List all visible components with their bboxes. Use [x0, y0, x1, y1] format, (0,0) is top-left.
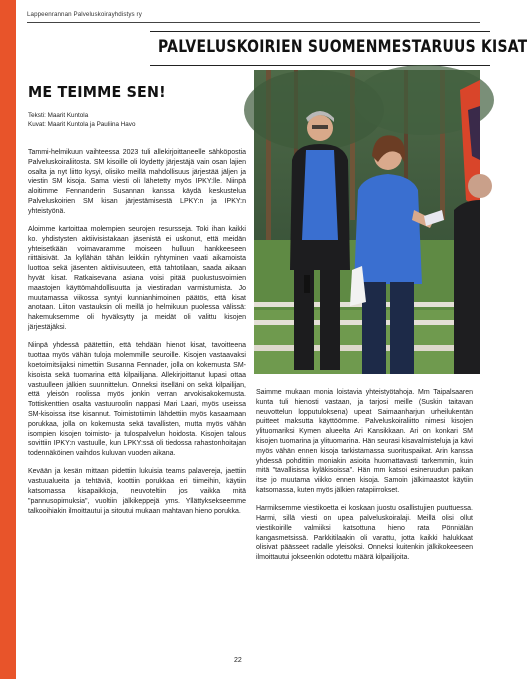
paragraph: Saimme mukaan monia loistavia yhteistyötahoja. Mm Taipalsaaren kunta tuli hienosti vastaan, ja tarjosi meille (Suskin taitavan neuvottelun lopputuloksena) upeat Saimaanharjun urheilukentän puitteet maksutta käyttöömme. Palveluskoiraliitto nimesi kisojen ylituomariksi Kymen alueelta Ari Kansikkaan. Ari on konkari SM kisojen tuomarina ja ylituomarina. Hän seurasi kisavalmisteluja ja kävi myös vähän ennen kisoja tarkistamassa suorituspaikat. Arin kanssa yhdessä pohdittiin moniakin asioita huomattavasti tarkemmin, kuin mitä "tavallisissa kyläkisoissa". Hän mm katsoi esineruudun paikan itse jo muutama viikko ennen kisoja. Samoin jälkimaastot käytiin katsomassa, kuten myös jälkien ratapiirrokset. [256, 389, 473, 494]
page-number: 22 [234, 657, 242, 664]
header-rule [27, 22, 480, 23]
paragraph: Harmiksemme viestikoetta ei koskaan juostu osallistujien puuttuessa. Harmi, sillä viesti on upea palveluskoiralaji. Meillä olisi ollut viestikoirille valmiiksi katsottuna hieno rata Pönniälän kangasmetsissä. Parkkitilaakin oli varattu, jotta kaikki halukkaat olisivat päässeet radalle yleisöksi. Onneksi kuitenkin jälkikokeeseen ilmoittautui jokseenkin odotettu määrä kilpailijoita. [256, 505, 473, 562]
left-accent-bar [0, 0, 16, 679]
paragraph: Kevään ja kesän mittaan pidettiin lukuisia teams palavereja, jaettiin vastuualueita ja tehtäviä, koottiin porukkaa eri tiimeihin, käytiin katsomassa kisapaikkoja, neuvoteltiin jos vaikka mitä "pannusopimuksia", vuoltiin jälkikeppejä yms. Yllättyksekseemme talkooihiakin ilmoittautui ja sitoutui mukaan mahtavan hieno porukka. [28, 468, 246, 515]
article-column-left [28, 148, 246, 525]
paragraph: Aloimme kartoittaa molempien seurojen resursseja. Toki ihan kaikki ko. yhdistysten aktiivisistakaan jäsenistä ei uskonut, että meidän yhteisetkään voimavaramme moiseen hulluun hankkeeseen riittäisivät. Ja kyllähän tähän leikkiin ryhtyminen vaati aikamoista luottoa sekä jäsenten aktiivisuuteen, että tahtotilaan, saada aikaan hyvät kisat. Ratkaisevana asiana voisi pitää puolustusvoimien maastojen käyttömahdollisuutta ja viestiradan varmistumista. Jo muutamassa viikossa syntyi kunnianhimoinen päätös, että kisat anotaan. Liiton vastauksin oli meillä jo helmikuun puolessa välissä: hakemuksemme oli hyväksytty ja meidät oli valittu kisojen järjestäjäksi. [28, 226, 246, 332]
paragraph: Tammi-helmikuun vaihteessa 2023 tuli allekirjoittaneelle sähköpostia Palveluskoiraliitosta. SM kisoille oli löydetty järjestäjä vain osan lajien osalta ja nyt liitto kysyi, olisiko meillä mahdollisuus järjestää jäljen ja viestin SM kisoja. Sama viesti oli lähetetty myös IPKY:lle. Niinpä aloitimme Fennanderin Susannan kanssa käydä keskustelua Palveluskoirien SM kisan järjestämisestä LPKY:n ja IPKY:n yhteistyönä. [28, 149, 246, 215]
article-credits [28, 111, 135, 130]
article-column-right [256, 388, 473, 572]
text-credit: Teksti: Maarit Kuntola [28, 112, 89, 119]
organization-name: Lappeenrannan Palveluskoirayhdistys ry [27, 11, 142, 18]
section-banner-title: PALVELUSKOIRIEN SUOMENMESTARUUS KISAT [158, 37, 527, 57]
photo-credit: Kuvat: Maarit Kuntola ja Pauliina Havo [28, 121, 136, 129]
event-photo [254, 70, 480, 374]
paragraph: Niinpä yhdessä päätettiin, että tehdään hienot kisat, tavoitteena tuottaa myös vähän tuloja molemmille seuroille. Kisojen vastaavaksi koetoimitsijaksi nimettiin Susanna Fennader, jolla on kokemusta SM-kisoista sekä tuomarina että kilpailijana. Allekirjoittanut lupasi ottaa vastuulleen jälkien suunnittelun. Onneksi itselläni on sekä kilpailijan, että yleisön roolissa myös jonkin verran arvokisakokemusta. Tottiskenttien osalta vastuuroolin nappasi Mari Laari, myös useissa SM-kisoissa itse kisannut. Toimistotiimin lähdettiin myös kasaamaan porukkaa, jolla on kokemusta sekä tavallisten, mutta myös vähän isompien kisojen toimisto- ja tulospalvelun hoidosta. Kisojen talous sovittiin IPKY:n vastuulle, kun LPKY:ssä oli tiedossa rahastonhoitajan todennäköinen vaihdos kuluvan vuoden aikana. [28, 342, 246, 458]
section-banner [150, 31, 527, 66]
article-title: ME TEIMME SEN! [28, 83, 166, 101]
